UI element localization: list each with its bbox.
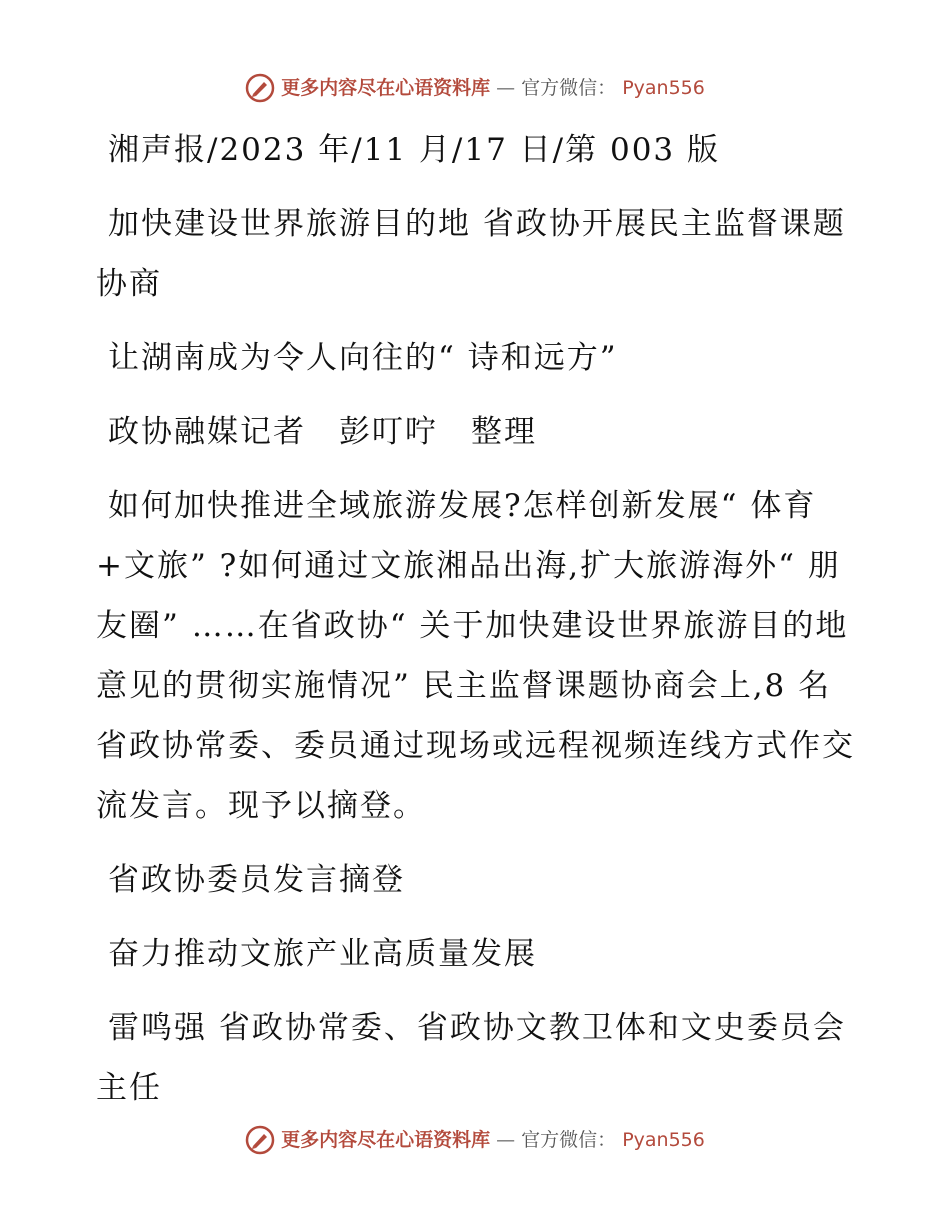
- watermark-header: [0, 72, 950, 104]
- watermark-wechat-label: 官方微信：: [521, 77, 617, 99]
- watermark-wechat-label: 官方微信：: [521, 1129, 617, 1151]
- intro-paragraph: 如何加快推进全域旅游发展?怎样创新发展“ 体育+文旅” ?如何通过文旅湘品出海,扩大旅游海外“ 朋友圈” ……在省政协“ 关于加快建设世界旅游目的地意见的贯彻实施情况” 民主监督课题协商会上,8 名省政协常委、委员通过现场或远程视频连线方式作交流发言。现予以摘登。: [96, 488, 855, 824]
- watermark-main-text: 更多内容尽在心语资料库: [281, 1129, 491, 1151]
- dateline: 湘声报/2023 年/11 月/17 日/第 003 版: [108, 132, 721, 168]
- watermark-separator: —: [496, 1129, 516, 1151]
- pen-logo-icon: [245, 1125, 275, 1155]
- subheadline: 让湖南成为令人向往的“ 诗和远方”: [108, 340, 618, 376]
- speech-title: 奋力推动文旅产业高质量发展: [108, 936, 537, 972]
- watermark-main-text: 更多内容尽在心语资料库: [281, 77, 491, 99]
- speaker-line: 雷鸣强 省政协常委、省政协文教卫体和文史委员会主任: [96, 1010, 846, 1106]
- pen-logo-icon: [245, 73, 275, 103]
- headline: 加快建设世界旅游目的地 省政协开展民主监督课题协商: [96, 206, 846, 302]
- document-body: [96, 120, 856, 1118]
- watermark-footer: [0, 1124, 950, 1156]
- watermark-wechat-id: Pyan556: [622, 77, 705, 99]
- watermark-wechat-id: Pyan556: [622, 1129, 705, 1151]
- section-title: 省政协委员发言摘登: [108, 862, 405, 898]
- watermark-separator: —: [496, 77, 516, 99]
- byline: 政协融媒记者 彭叮咛 整理: [108, 414, 537, 450]
